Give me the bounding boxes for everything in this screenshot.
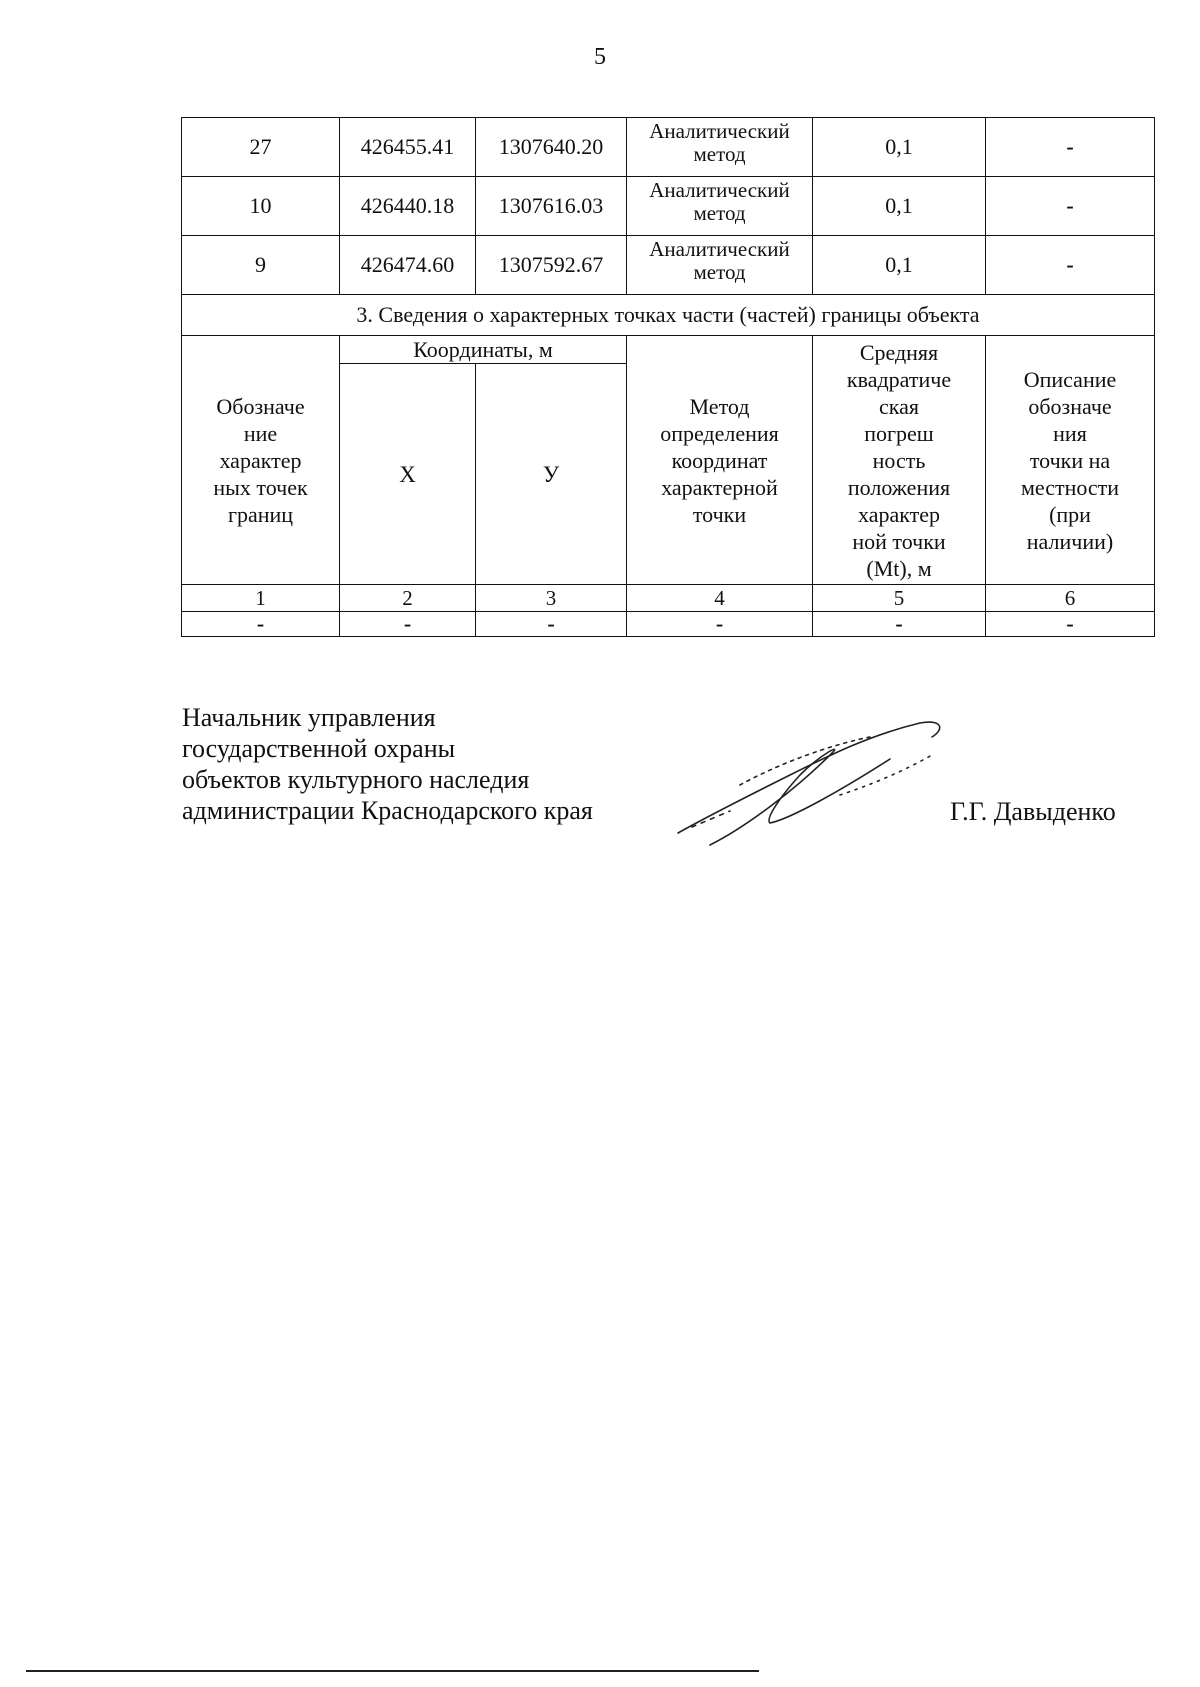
point-cell: 10 <box>182 177 340 236</box>
description-cell: - <box>986 118 1155 177</box>
header-designation-text: Обозначе ние характер ных точек границ <box>213 393 308 527</box>
column-number: 1 <box>182 585 340 612</box>
empty-cell: - <box>182 612 340 637</box>
y-cell: 1307592.67 <box>476 236 627 295</box>
column-number: 5 <box>813 585 986 612</box>
method-cell: Аналитический метод <box>627 236 813 295</box>
coordinates-table <box>181 117 1155 637</box>
empty-cell: - <box>476 612 627 637</box>
header-x: Х <box>340 364 476 585</box>
table-row <box>182 118 1155 177</box>
method-cell: Аналитический метод <box>627 118 813 177</box>
column-numbers-row <box>182 585 1155 612</box>
header-accuracy <box>813 336 986 585</box>
description-cell: - <box>986 236 1155 295</box>
signatory-line: Начальник управления <box>182 703 436 732</box>
x-cell: 426440.18 <box>340 177 476 236</box>
section-title-row <box>182 295 1155 336</box>
page-number: 5 <box>594 44 606 70</box>
empty-cell: - <box>627 612 813 637</box>
header-y: У <box>476 364 627 585</box>
empty-cell: - <box>813 612 986 637</box>
table-row <box>182 236 1155 295</box>
empty-cell: - <box>340 612 476 637</box>
section-title: 3. Сведения о характерных точках части (частей) границы объекта <box>182 295 1155 336</box>
accuracy-cell: 0,1 <box>813 236 986 295</box>
accuracy-cell: 0,1 <box>813 177 986 236</box>
signatory-title <box>182 702 662 826</box>
x-cell: 426474.60 <box>340 236 476 295</box>
header-description <box>986 336 1155 585</box>
point-cell: 9 <box>182 236 340 295</box>
header-coordinates: Координаты, м <box>340 336 627 364</box>
column-number: 4 <box>627 585 813 612</box>
accuracy-cell: 0,1 <box>813 118 986 177</box>
column-number: 2 <box>340 585 476 612</box>
signatory-line: администрации Краснодарского края <box>182 796 593 825</box>
table-row <box>182 177 1155 236</box>
point-cell: 27 <box>182 118 340 177</box>
handwritten-signature <box>670 715 950 855</box>
header-accuracy-text: Средняя квадратиче ская погреш ность положения характер ной точки (Mt), м <box>846 339 952 581</box>
method-cell: Аналитический метод <box>627 177 813 236</box>
signer-name: Г.Г. Давыденко <box>950 797 1116 826</box>
y-cell: 1307640.20 <box>476 118 627 177</box>
empty-cell: - <box>986 612 1155 637</box>
signatory-line: объектов культурного наследия <box>182 765 530 794</box>
x-cell: 426455.41 <box>340 118 476 177</box>
column-number: 3 <box>476 585 627 612</box>
y-cell: 1307616.03 <box>476 177 627 236</box>
header-description-text: Описание обозначе ния точки на местности (при наличии) <box>1020 366 1120 554</box>
empty-row <box>182 612 1155 637</box>
header-method <box>627 336 813 585</box>
header-designation <box>182 336 340 585</box>
column-number: 6 <box>986 585 1155 612</box>
header-row <box>182 336 1155 364</box>
description-cell: - <box>986 177 1155 236</box>
signatory-line: государственной охраны <box>182 734 456 763</box>
header-method-text: Метод определения координат характерной точки <box>660 393 779 527</box>
footer-divider <box>26 1670 759 1672</box>
